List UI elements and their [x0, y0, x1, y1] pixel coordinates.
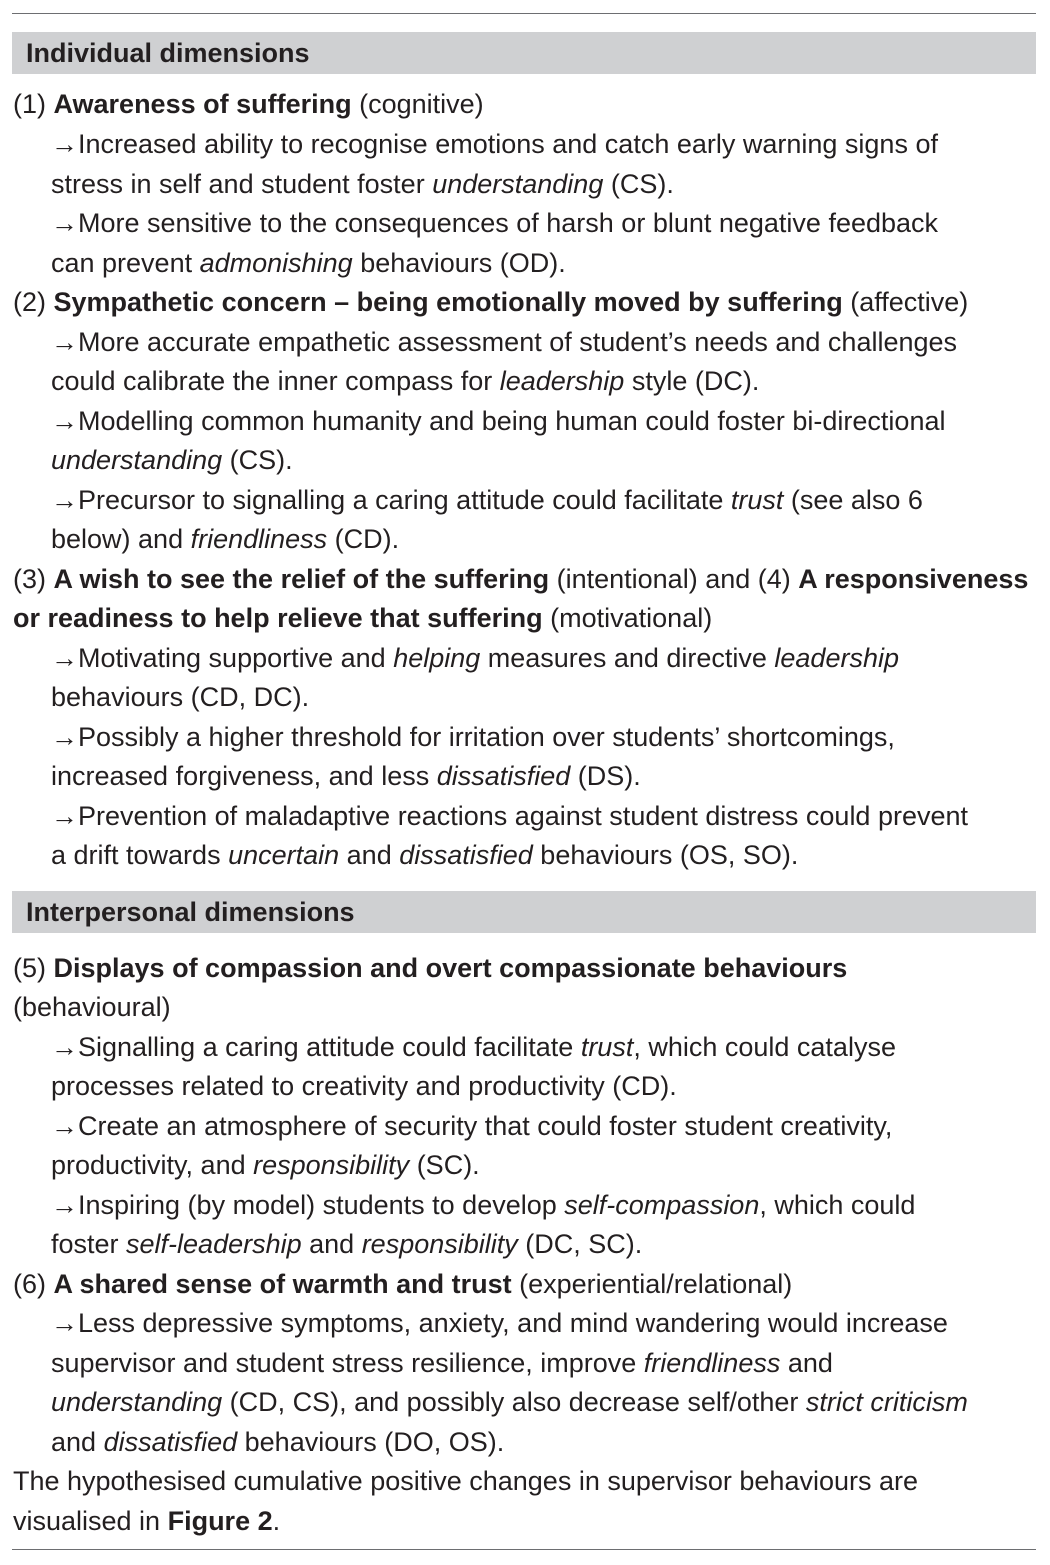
effect-line: foster self-leadership and responsibility (DC, SC). — [51, 1229, 643, 1259]
effect-line: can prevent admonishing behaviours (OD). — [51, 248, 566, 278]
effect-line: →Less depressive symptoms, anxiety, and mind wandering would increase — [51, 1308, 948, 1338]
dimension-name: or readiness to help relieve that suffering — [13, 603, 543, 633]
italic-term: self-compassion — [564, 1190, 760, 1220]
effect-line: a drift towards uncertain and dissatisfied behaviours (OS, SO). — [51, 840, 799, 870]
dimension-name: Sympathetic concern – being emotionally moved by suffering — [53, 287, 843, 317]
italic-term: dissatisfied — [399, 840, 533, 870]
effect-line: →Precursor to signalling a caring attitude could facilitate trust (see also 6 — [51, 485, 923, 515]
italic-term: leadership — [774, 643, 899, 673]
effect-line: →More sensitive to the consequences of harsh or blunt negative feedback — [51, 208, 939, 238]
effect-line: understanding (CS). — [51, 445, 293, 475]
effect-line: and dissatisfied behaviours (DO, OS). — [51, 1427, 505, 1457]
italic-term: understanding — [51, 445, 223, 475]
footer-text: The hypothesised cumulative positive changes in supervisor behaviours are — [13, 1466, 919, 1496]
dimension-type: (affective) — [850, 287, 969, 317]
italic-term: understanding — [51, 1387, 223, 1417]
italic-term: trust — [730, 485, 784, 515]
italic-term: uncertain — [228, 840, 340, 870]
effect-line: could calibrate the inner compass for leadership style (DC). — [51, 366, 760, 396]
dimension-6-heading — [13, 1264, 792, 1304]
italic-term: helping — [393, 643, 481, 673]
effect-line: increased forgiveness, and less dissatisfied (DS). — [51, 761, 641, 791]
effect-line: →Possibly a higher threshold for irritation over students’ shortcomings, — [51, 722, 895, 752]
dimension-name: Awareness of suffering — [53, 89, 352, 119]
table-top-rule — [12, 13, 1036, 14]
section-header-individual: Individual dimensions — [12, 32, 1036, 74]
italic-term: trust — [580, 1032, 634, 1062]
italic-term: dissatisfied — [103, 1427, 238, 1457]
effect-line: →Motivating supportive and helping measures and directive leadership — [51, 643, 899, 673]
dimension-number: (6) — [13, 1269, 46, 1299]
dimension-type: (experiential/relational) — [519, 1269, 793, 1299]
dimension-2-heading — [13, 282, 968, 322]
dimension-name: A wish to see the relief of the suffering — [53, 564, 550, 594]
dimension-number: (3) — [13, 564, 46, 594]
dimension-type: (cognitive) — [359, 89, 484, 119]
dimension-4-heading — [13, 598, 712, 638]
italic-term: responsibility — [361, 1229, 518, 1259]
effect-line: →Prevention of maladaptive reactions against student distress could prevent — [51, 801, 969, 831]
effect-line: →Signalling a caring attitude could facilitate trust, which could catalyse — [51, 1032, 896, 1062]
dimension-type: (intentional) and (4) — [556, 564, 791, 594]
table-bottom-rule — [12, 1549, 1036, 1550]
italic-term: friendliness — [643, 1348, 781, 1378]
italic-term: understanding — [432, 169, 604, 199]
footer-text: visualised in Figure 2. — [13, 1506, 281, 1536]
dimension-5-heading — [13, 948, 847, 988]
effect-line: →Create an atmosphere of security that could foster student creativity, — [51, 1111, 893, 1141]
italic-term: self-leadership — [126, 1229, 302, 1259]
dimension-name: A responsiveness — [798, 564, 1029, 594]
dimension-name: A shared sense of warmth and trust — [53, 1269, 512, 1299]
figure-reference[interactable]: Figure 2 — [167, 1506, 273, 1536]
effect-line: understanding (CD, CS), and possibly also decrease self/other strict criticism — [51, 1387, 968, 1417]
dimension-1-heading — [13, 84, 484, 124]
effect-line: below) and friendliness (CD). — [51, 524, 400, 554]
dimension-type: (behavioural) — [13, 992, 171, 1022]
italic-term: responsibility — [253, 1150, 410, 1180]
italic-term: strict criticism — [805, 1387, 968, 1417]
effect-line: →Increased ability to recognise emotions and catch early warning signs of — [51, 129, 938, 159]
dimension-number: (2) — [13, 287, 46, 317]
italic-term: admonishing — [199, 248, 353, 278]
dimension-3-heading — [13, 559, 1028, 599]
effect-line: productivity, and responsibility (SC). — [51, 1150, 480, 1180]
dimension-number: (1) — [13, 89, 46, 119]
section-header-interpersonal: Interpersonal dimensions — [12, 891, 1036, 933]
italic-term: friendliness — [190, 524, 328, 554]
effect-line: stress in self and student foster understanding (CS). — [51, 169, 674, 199]
effect-line: →Inspiring (by model) students to develop self-compassion, which could — [51, 1190, 916, 1220]
effect-line: behaviours (CD, DC). — [51, 682, 310, 712]
dimension-number: (5) — [13, 953, 46, 983]
dimension-name: Displays of compassion and overt compassionate behaviours — [53, 953, 848, 983]
italic-term: dissatisfied — [436, 761, 571, 791]
effect-line: processes related to creativity and productivity (CD). — [51, 1071, 677, 1101]
effect-line: →More accurate empathetic assessment of student’s needs and challenges — [51, 327, 958, 357]
effect-line: →Modelling common humanity and being human could foster bi-directional — [51, 406, 946, 436]
dimension-type: (motivational) — [550, 603, 713, 633]
italic-term: leadership — [499, 366, 625, 396]
effect-line: supervisor and student stress resilience, improve friendliness and — [51, 1348, 833, 1378]
